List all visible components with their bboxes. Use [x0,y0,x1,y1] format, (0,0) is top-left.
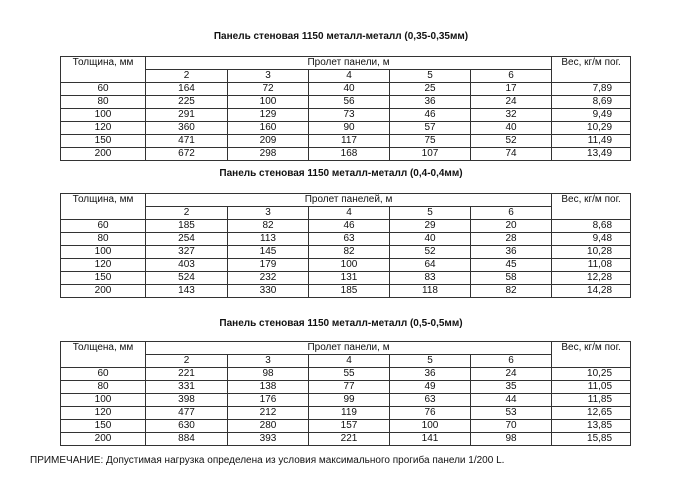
span-5-header: 5 [390,207,471,220]
load-cell: 330 [228,285,309,298]
span-header: Пролет панели, м [146,342,552,355]
load-cell: 75 [390,135,471,148]
table-row [61,285,631,298]
span-2-header: 2 [146,355,228,368]
thickness-cell: 150 [61,272,146,285]
weight-cell: 8,69 [552,96,631,109]
load-cell: 53 [471,407,552,420]
thickness-cell: 200 [61,148,146,161]
load-cell: 131 [309,272,390,285]
load-cell: 100 [309,259,390,272]
thickness-cell: 120 [61,259,146,272]
thickness-cell: 80 [61,381,146,394]
weight-cell: 11,49 [552,135,631,148]
weight-cell: 7,89 [552,83,631,96]
load-cell: 176 [228,394,309,407]
span-6-header: 6 [471,207,552,220]
table-row [61,394,631,407]
load-cell: 46 [309,220,390,233]
table-row [61,420,631,433]
thickness-cell: 120 [61,122,146,135]
load-cell: 77 [309,381,390,394]
load-cell: 63 [390,394,471,407]
load-cell: 107 [390,148,471,161]
load-cell: 90 [309,122,390,135]
table-row [61,381,631,394]
load-cell: 52 [471,135,552,148]
load-cell: 212 [228,407,309,420]
load-cell: 46 [390,109,471,122]
weight-cell: 9,48 [552,233,631,246]
load-cell: 82 [228,220,309,233]
load-cell: 82 [309,246,390,259]
load-cell: 100 [228,96,309,109]
load-cell: 298 [228,148,309,161]
load-cell: 44 [471,394,552,407]
load-cell: 74 [471,148,552,161]
load-cell: 118 [390,285,471,298]
span-5-header: 5 [390,355,471,368]
span-3-header: 3 [228,207,309,220]
load-cell: 471 [146,135,228,148]
load-cell: 164 [146,83,228,96]
span-4-header: 4 [309,207,390,220]
load-cell: 45 [471,259,552,272]
load-cell: 360 [146,122,228,135]
load-cell: 63 [309,233,390,246]
weight-cell: 10,29 [552,122,631,135]
load-cell: 143 [146,285,228,298]
load-cell: 160 [228,122,309,135]
load-cell: 24 [471,368,552,381]
weight-cell: 11,08 [552,259,631,272]
load-cell: 129 [228,109,309,122]
thickness-cell: 60 [61,83,146,96]
thickness-cell: 60 [61,220,146,233]
load-cell: 225 [146,96,228,109]
load-cell: 100 [390,420,471,433]
load-cell: 327 [146,246,228,259]
load-cell: 17 [471,83,552,96]
panel-table-2 [60,193,631,298]
load-cell: 40 [471,122,552,135]
table-row [61,135,631,148]
load-cell: 119 [309,407,390,420]
weight-cell: 8,68 [552,220,631,233]
load-cell: 209 [228,135,309,148]
load-cell: 25 [390,83,471,96]
load-cell: 280 [228,420,309,433]
weight-cell: 14,28 [552,285,631,298]
load-cell: 36 [390,96,471,109]
load-cell: 52 [390,246,471,259]
weight-cell: 13,49 [552,148,631,161]
load-cell: 36 [471,246,552,259]
thickness-cell: 150 [61,420,146,433]
load-cell: 141 [390,433,471,446]
table-row [61,148,631,161]
table-row [61,83,631,96]
thickness-header: Толщина, мм [61,57,146,83]
load-cell: 477 [146,407,228,420]
load-cell: 185 [309,285,390,298]
span-header: Пролет панелей, м [146,194,552,207]
load-cell: 32 [471,109,552,122]
load-cell: 232 [228,272,309,285]
load-cell: 331 [146,381,228,394]
load-cell: 672 [146,148,228,161]
load-cell: 73 [309,109,390,122]
thickness-cell: 100 [61,394,146,407]
thickness-cell: 80 [61,233,146,246]
weight-header: Вес, кг/м пог. [552,57,631,83]
load-cell: 49 [390,381,471,394]
weight-cell: 12,28 [552,272,631,285]
thickness-cell: 100 [61,109,146,122]
load-cell: 72 [228,83,309,96]
table-row [61,109,631,122]
load-cell: 221 [146,368,228,381]
span-6-header: 6 [471,70,552,83]
weight-cell: 15,85 [552,433,631,446]
load-cell: 254 [146,233,228,246]
load-cell: 113 [228,233,309,246]
span-3-header: 3 [228,355,309,368]
table-3-title: Панель стеновая 1150 металл-металл (0,5-0,5мм) [219,318,463,329]
weight-cell: 13,85 [552,420,631,433]
table-row [61,96,631,109]
load-cell: 55 [309,368,390,381]
load-cell: 145 [228,246,309,259]
load-cell: 221 [309,433,390,446]
span-2-header: 2 [146,207,228,220]
load-cell: 117 [309,135,390,148]
weight-cell: 10,28 [552,246,631,259]
load-cell: 98 [471,433,552,446]
weight-cell: 10,25 [552,368,631,381]
table-row [61,246,631,259]
load-cell: 524 [146,272,228,285]
load-cell: 393 [228,433,309,446]
load-cell: 70 [471,420,552,433]
weight-header: Вес, кг/м пог. [552,342,631,368]
footnote: ПРИМЕЧАНИЕ: Допустимая нагрузка определена из условия максимального прогиба панели 1/200 L. [30,455,505,466]
thickness-cell: 200 [61,433,146,446]
weight-header: Вес, кг/м пог. [552,194,631,220]
load-cell: 157 [309,420,390,433]
load-cell: 179 [228,259,309,272]
thickness-cell: 150 [61,135,146,148]
load-cell: 64 [390,259,471,272]
thickness-cell: 200 [61,285,146,298]
thickness-cell: 100 [61,246,146,259]
table-row [61,259,631,272]
table-row [61,220,631,233]
thickness-header: Толщена, мм [61,342,146,368]
load-cell: 138 [228,381,309,394]
load-cell: 168 [309,148,390,161]
load-cell: 58 [471,272,552,285]
load-cell: 403 [146,259,228,272]
panel-table-3 [60,341,631,446]
load-cell: 36 [390,368,471,381]
panel-table-1 [60,56,631,161]
load-cell: 29 [390,220,471,233]
weight-cell: 9,49 [552,109,631,122]
load-cell: 24 [471,96,552,109]
load-cell: 98 [228,368,309,381]
table-row [61,433,631,446]
load-cell: 83 [390,272,471,285]
table-row [61,122,631,135]
span-header: Пролет панели, м [146,57,552,70]
weight-cell: 11,85 [552,394,631,407]
load-cell: 398 [146,394,228,407]
thickness-header: Толщина, мм [61,194,146,220]
load-cell: 291 [146,109,228,122]
table-row [61,407,631,420]
load-cell: 35 [471,381,552,394]
table-row [61,368,631,381]
span-4-header: 4 [309,355,390,368]
load-cell: 57 [390,122,471,135]
load-cell: 56 [309,96,390,109]
load-cell: 185 [146,220,228,233]
load-cell: 76 [390,407,471,420]
load-cell: 884 [146,433,228,446]
span-2-header: 2 [146,70,228,83]
table-row [61,272,631,285]
load-cell: 99 [309,394,390,407]
thickness-cell: 80 [61,96,146,109]
thickness-cell: 120 [61,407,146,420]
load-cell: 40 [309,83,390,96]
load-cell: 28 [471,233,552,246]
load-cell: 20 [471,220,552,233]
load-cell: 630 [146,420,228,433]
span-6-header: 6 [471,355,552,368]
table-2-title: Панель стеновая 1150 металл-металл (0,4-0,4мм) [219,168,463,179]
load-cell: 82 [471,285,552,298]
table-row [61,233,631,246]
weight-cell: 11,05 [552,381,631,394]
table-1-title: Панель стеновая 1150 металл-металл (0,35-0,35мм) [213,31,469,42]
thickness-cell: 60 [61,368,146,381]
span-5-header: 5 [390,70,471,83]
span-4-header: 4 [309,70,390,83]
weight-cell: 12,65 [552,407,631,420]
load-cell: 40 [390,233,471,246]
span-3-header: 3 [228,70,309,83]
